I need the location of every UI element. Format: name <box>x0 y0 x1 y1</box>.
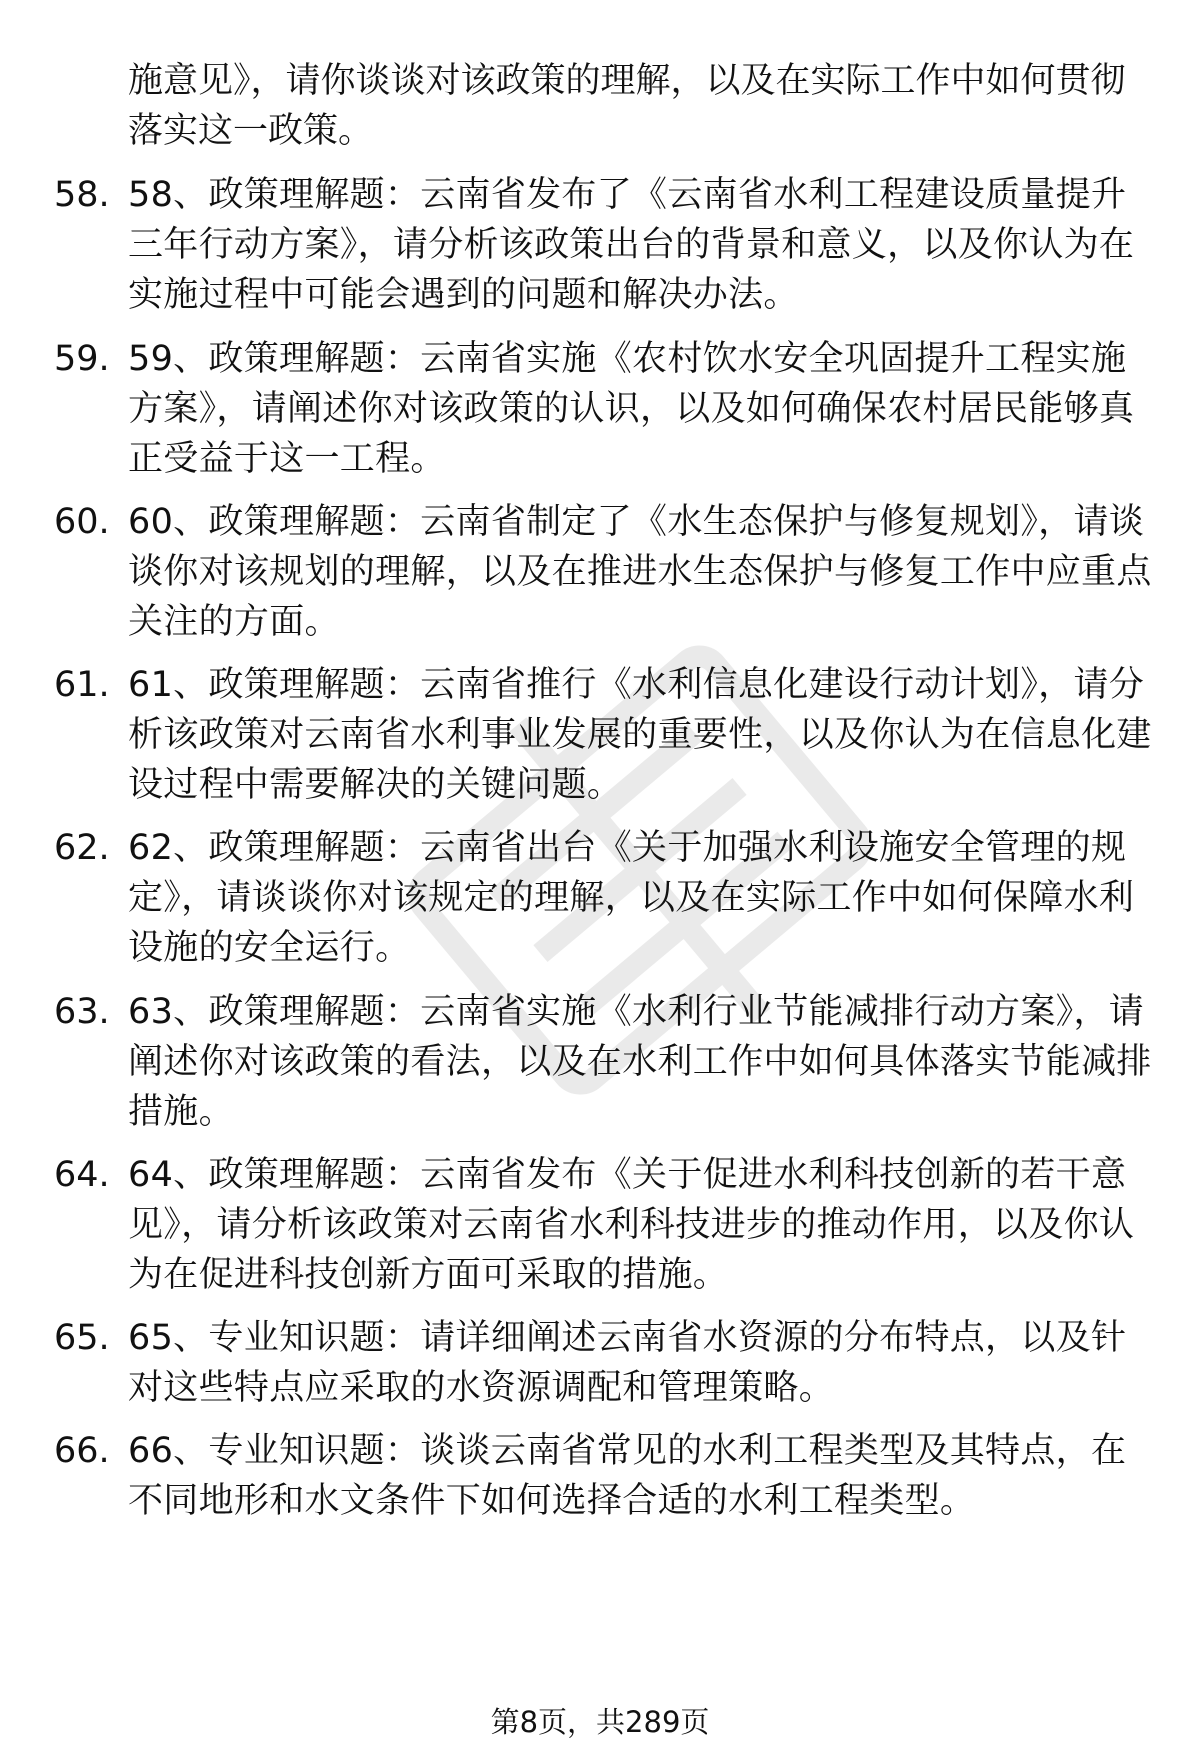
question-number: 66. <box>54 1431 110 1471</box>
question-number: 64. <box>54 1155 110 1195</box>
question-text: 63、政策理解题：云南省实施《水利行业节能减排行动方案》，请阐述你对该政策的看法，以及在水利工作中如何具体落实节能减排措施。 <box>128 992 1152 1132</box>
question-text: 66、专业知识题：谈谈云南省常见的水利工程类型及其特点，在不同地形和水文条件下如何选择合适的水利工程类型。 <box>128 1431 1127 1521</box>
question-number: 63. <box>54 992 110 1032</box>
question-number: 65. <box>54 1318 110 1358</box>
page-footer: 第8页，共289页 <box>490 1705 710 1739</box>
question-text: 59、政策理解题：云南省实施《农村饮水安全巩固提升工程实施方案》，请阐述你对该政策的认识，以及如何确保农村居民能够真正受益于这一工程。 <box>128 339 1135 479</box>
question-text: 60、政策理解题：云南省制定了《水生态保护与修复规划》，请谈谈你对该规划的理解，以及在推进水生态保护与修复工作中应重点关注的方面。 <box>128 502 1152 642</box>
question-text: 62、政策理解题：云南省出台《关于加强水利设施安全管理的规定》，请谈谈你对该规定的理解，以及在实际工作中如何保障水利设施的安全运行。 <box>128 828 1135 968</box>
question-text: 64、政策理解题：云南省发布《关于促进水利科技创新的若干意见》，请分析该政策对云南省水利科技进步的推动作用，以及你认为在促进科技创新方面可采取的措施。 <box>128 1155 1135 1295</box>
question-number: 61. <box>54 665 110 705</box>
continuation-paragraph: 施意见》，请你谈谈对该政策的理解，以及在实际工作中如何贯彻落实这一政策。 <box>128 61 1126 151</box>
question-number: 58. <box>54 175 110 215</box>
question-number: 60. <box>54 502 110 542</box>
question-text: 65、专业知识题：请详细阐述云南省水资源的分布特点，以及针对这些特点应采取的水资源调配和管理策略。 <box>128 1318 1127 1408</box>
question-number: 62. <box>54 828 110 868</box>
question-text: 58、政策理解题：云南省发布了《云南省水利工程建设质量提升三年行动方案》，请分析该政策出台的背景和意义，以及你认为在实施过程中可能会遇到的问题和解决办法。 <box>128 175 1135 315</box>
question-text: 61、政策理解题：云南省推行《水利信息化建设行动计划》，请分析该政策对云南省水利事业发展的重要性，以及你认为在信息化建设过程中需要解决的关键问题。 <box>128 665 1152 805</box>
question-number: 59. <box>54 339 110 379</box>
